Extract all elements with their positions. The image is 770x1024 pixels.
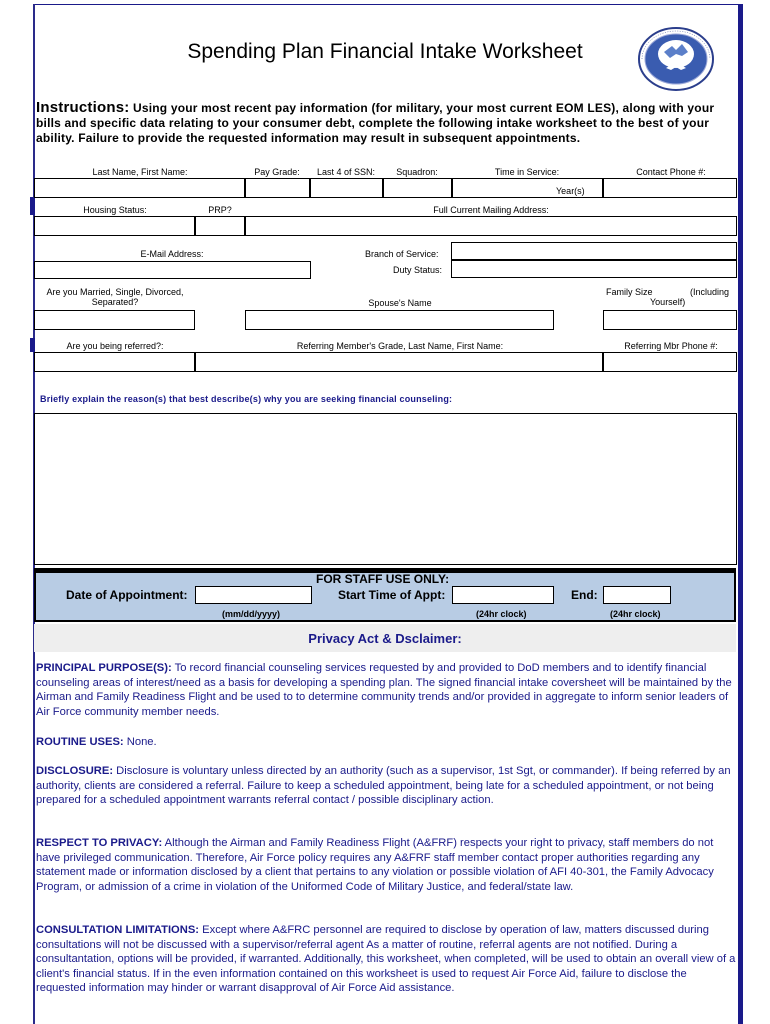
prp-input[interactable] bbox=[195, 216, 245, 236]
years-label: Year(s) bbox=[556, 186, 585, 196]
page-border-top bbox=[33, 4, 743, 5]
marital-label: Are you Married, Single, Divorced, Separated? bbox=[46, 287, 184, 307]
privacy-title: Privacy Act & Dsclaimer: bbox=[308, 631, 462, 646]
respect-privacy-heading: RESPECT TO PRIVACY: bbox=[36, 837, 163, 849]
spouse-input[interactable] bbox=[245, 310, 554, 330]
consultation-limitations-heading: CONSULTATION LIMITATIONS: bbox=[36, 924, 200, 936]
referring-phone-label: Referring Mbr Phone #: bbox=[624, 341, 718, 351]
disclosure-text: Disclosure is voluntary unless directed by an authority (such as a supervisor, 1st Sgt, or commander). If being referred by an authority, clients are considered a referral. Failure to keep a scheduled appointment, being late for a scheduled appointment, or not being prepared for a scheduled appointment warrants referral contact / possible disciplinary action. bbox=[36, 765, 731, 807]
contact-phone-input[interactable] bbox=[603, 178, 737, 198]
address-input[interactable] bbox=[245, 216, 737, 236]
date-of-appointment-input[interactable] bbox=[195, 586, 312, 604]
reason-label: Briefly explain the reason(s) that best describe(s) why you are seeking financial counseling: bbox=[40, 394, 453, 404]
reason-textarea[interactable] bbox=[34, 413, 737, 565]
email-label: E-Mail Address: bbox=[140, 249, 204, 259]
respect-privacy-paragraph bbox=[36, 836, 736, 894]
referring-phone-input[interactable] bbox=[603, 352, 737, 372]
start-time-input[interactable] bbox=[452, 586, 554, 604]
family-size-label: Family Size bbox=[606, 287, 653, 297]
contact-phone-label: Contact Phone #: bbox=[636, 167, 706, 177]
staff-heading: FOR STAFF USE ONLY: bbox=[316, 572, 450, 586]
routine-uses-text: None. bbox=[123, 736, 157, 748]
family-size-including: (Including bbox=[690, 287, 730, 297]
date-of-appointment-label: Date of Appointment: bbox=[66, 588, 188, 602]
disclosure-paragraph bbox=[36, 764, 736, 808]
end-time-label: End: bbox=[571, 588, 598, 602]
name-input[interactable] bbox=[34, 178, 245, 198]
branch-input[interactable] bbox=[451, 242, 737, 260]
routine-uses-heading: ROUTINE USES: bbox=[36, 736, 124, 748]
family-size-yourself: Yourself) bbox=[650, 297, 686, 307]
referred-label: Are you being referred?: bbox=[66, 341, 164, 351]
marital-input[interactable] bbox=[34, 310, 195, 330]
row-marker bbox=[30, 197, 35, 215]
housing-label: Housing Status: bbox=[83, 205, 147, 215]
staff-use-panel bbox=[34, 568, 736, 622]
pay-grade-label: Pay Grade: bbox=[254, 167, 300, 177]
start-time-label: Start Time of Appt: bbox=[338, 588, 446, 602]
pay-grade-input[interactable] bbox=[245, 178, 310, 198]
spouse-label: Spouse's Name bbox=[368, 298, 432, 308]
instructions bbox=[36, 100, 736, 146]
row-marker bbox=[30, 338, 35, 352]
referring-member-label: Referring Member's Grade, Last Name, First Name: bbox=[296, 341, 504, 351]
page-title: Spending Plan Financial Intake Worksheet bbox=[187, 40, 583, 63]
instructions-text: Using your most recent pay information (for military, your most current EOM LES), along with your bills and specific data relating to your consumer debt, complete the following intake worksheet to the best of your ability. Failure to provide the requested information may result in subsequent appointments. bbox=[36, 101, 715, 145]
principal-purpose-heading: PRINCIPAL PURPOSE(S): bbox=[36, 662, 172, 674]
ssn-input[interactable] bbox=[310, 178, 383, 198]
referred-input[interactable] bbox=[34, 352, 195, 372]
afrc-seal-icon bbox=[636, 26, 716, 92]
address-label: Full Current Mailing Address: bbox=[433, 205, 549, 215]
date-format-hint: (mm/dd/yyyy) bbox=[222, 609, 281, 619]
time-in-service-label: Time in Service: bbox=[494, 167, 560, 177]
principal-purpose-text: To record financial counseling services requested by and provided to DoD members and to identify financial counseling areas of interest/need as a basis for developing a spending plan. The signed financial intake coversheet will be maintained by the Airman and Family Readiness Flight and be used to to determine community trends and/or provided in aggregate to inform senior leaders of Air Force community member needs. bbox=[36, 662, 732, 718]
instructions-lead: Instructions: bbox=[36, 99, 130, 116]
referring-member-input[interactable] bbox=[195, 352, 603, 372]
ssn-label: Last 4 of SSN: bbox=[316, 167, 376, 177]
consultation-limitations-text: Except where A&FRC personnel are required to disclose by operation of law, matters discussed during consultations will not be discussed with a supervisor/referral agent As a matter of routine, referral agents are not notified. During a consultantation, options will be provided, if warranted. Additionally, this worksheet, when completed, will be used to obtain an overall view of a client's financial status. If in the even information contained on this worksheet is used to request Air Force Aid, failure to disclose the requested information may hinder or warrant disapproval of Air Force Aid assistance. bbox=[36, 924, 736, 995]
family-size-input[interactable] bbox=[603, 310, 737, 330]
housing-input[interactable] bbox=[34, 216, 195, 236]
principal-purpose-paragraph bbox=[36, 661, 736, 719]
email-input[interactable] bbox=[34, 261, 311, 279]
end-time-hint: (24hr clock) bbox=[610, 609, 661, 619]
consultation-limitations-paragraph bbox=[36, 923, 736, 996]
prp-label: PRP? bbox=[208, 205, 232, 215]
name-label: Last Name, First Name: bbox=[92, 167, 188, 177]
squadron-input[interactable] bbox=[383, 178, 452, 198]
duty-status-label: Duty Status: bbox=[393, 265, 443, 275]
end-time-input[interactable] bbox=[603, 586, 671, 604]
routine-uses-paragraph bbox=[36, 735, 736, 750]
branch-label: Branch of Service: bbox=[365, 249, 439, 259]
squadron-label: Squadron: bbox=[396, 167, 438, 177]
page-border-right bbox=[738, 4, 743, 1024]
start-time-hint: (24hr clock) bbox=[476, 609, 527, 619]
disclosure-heading: DISCLOSURE: bbox=[36, 765, 114, 777]
respect-privacy-text: Although the Airman and Family Readiness Flight (A&FRF) respects your right to privacy, staff members do not have privileged communication. Therefore, Air Force policy requires any A&FRF staff member contact proper authorities regarding any statement made or information disclosed by a client that pertains to any violation or possible violation of AFI 40-301, the Family Advocacy Program, or admission of a crime in violation of the Uniformed Code of Military Justice, and federal/state law. bbox=[36, 837, 714, 893]
duty-status-input[interactable] bbox=[451, 260, 737, 278]
